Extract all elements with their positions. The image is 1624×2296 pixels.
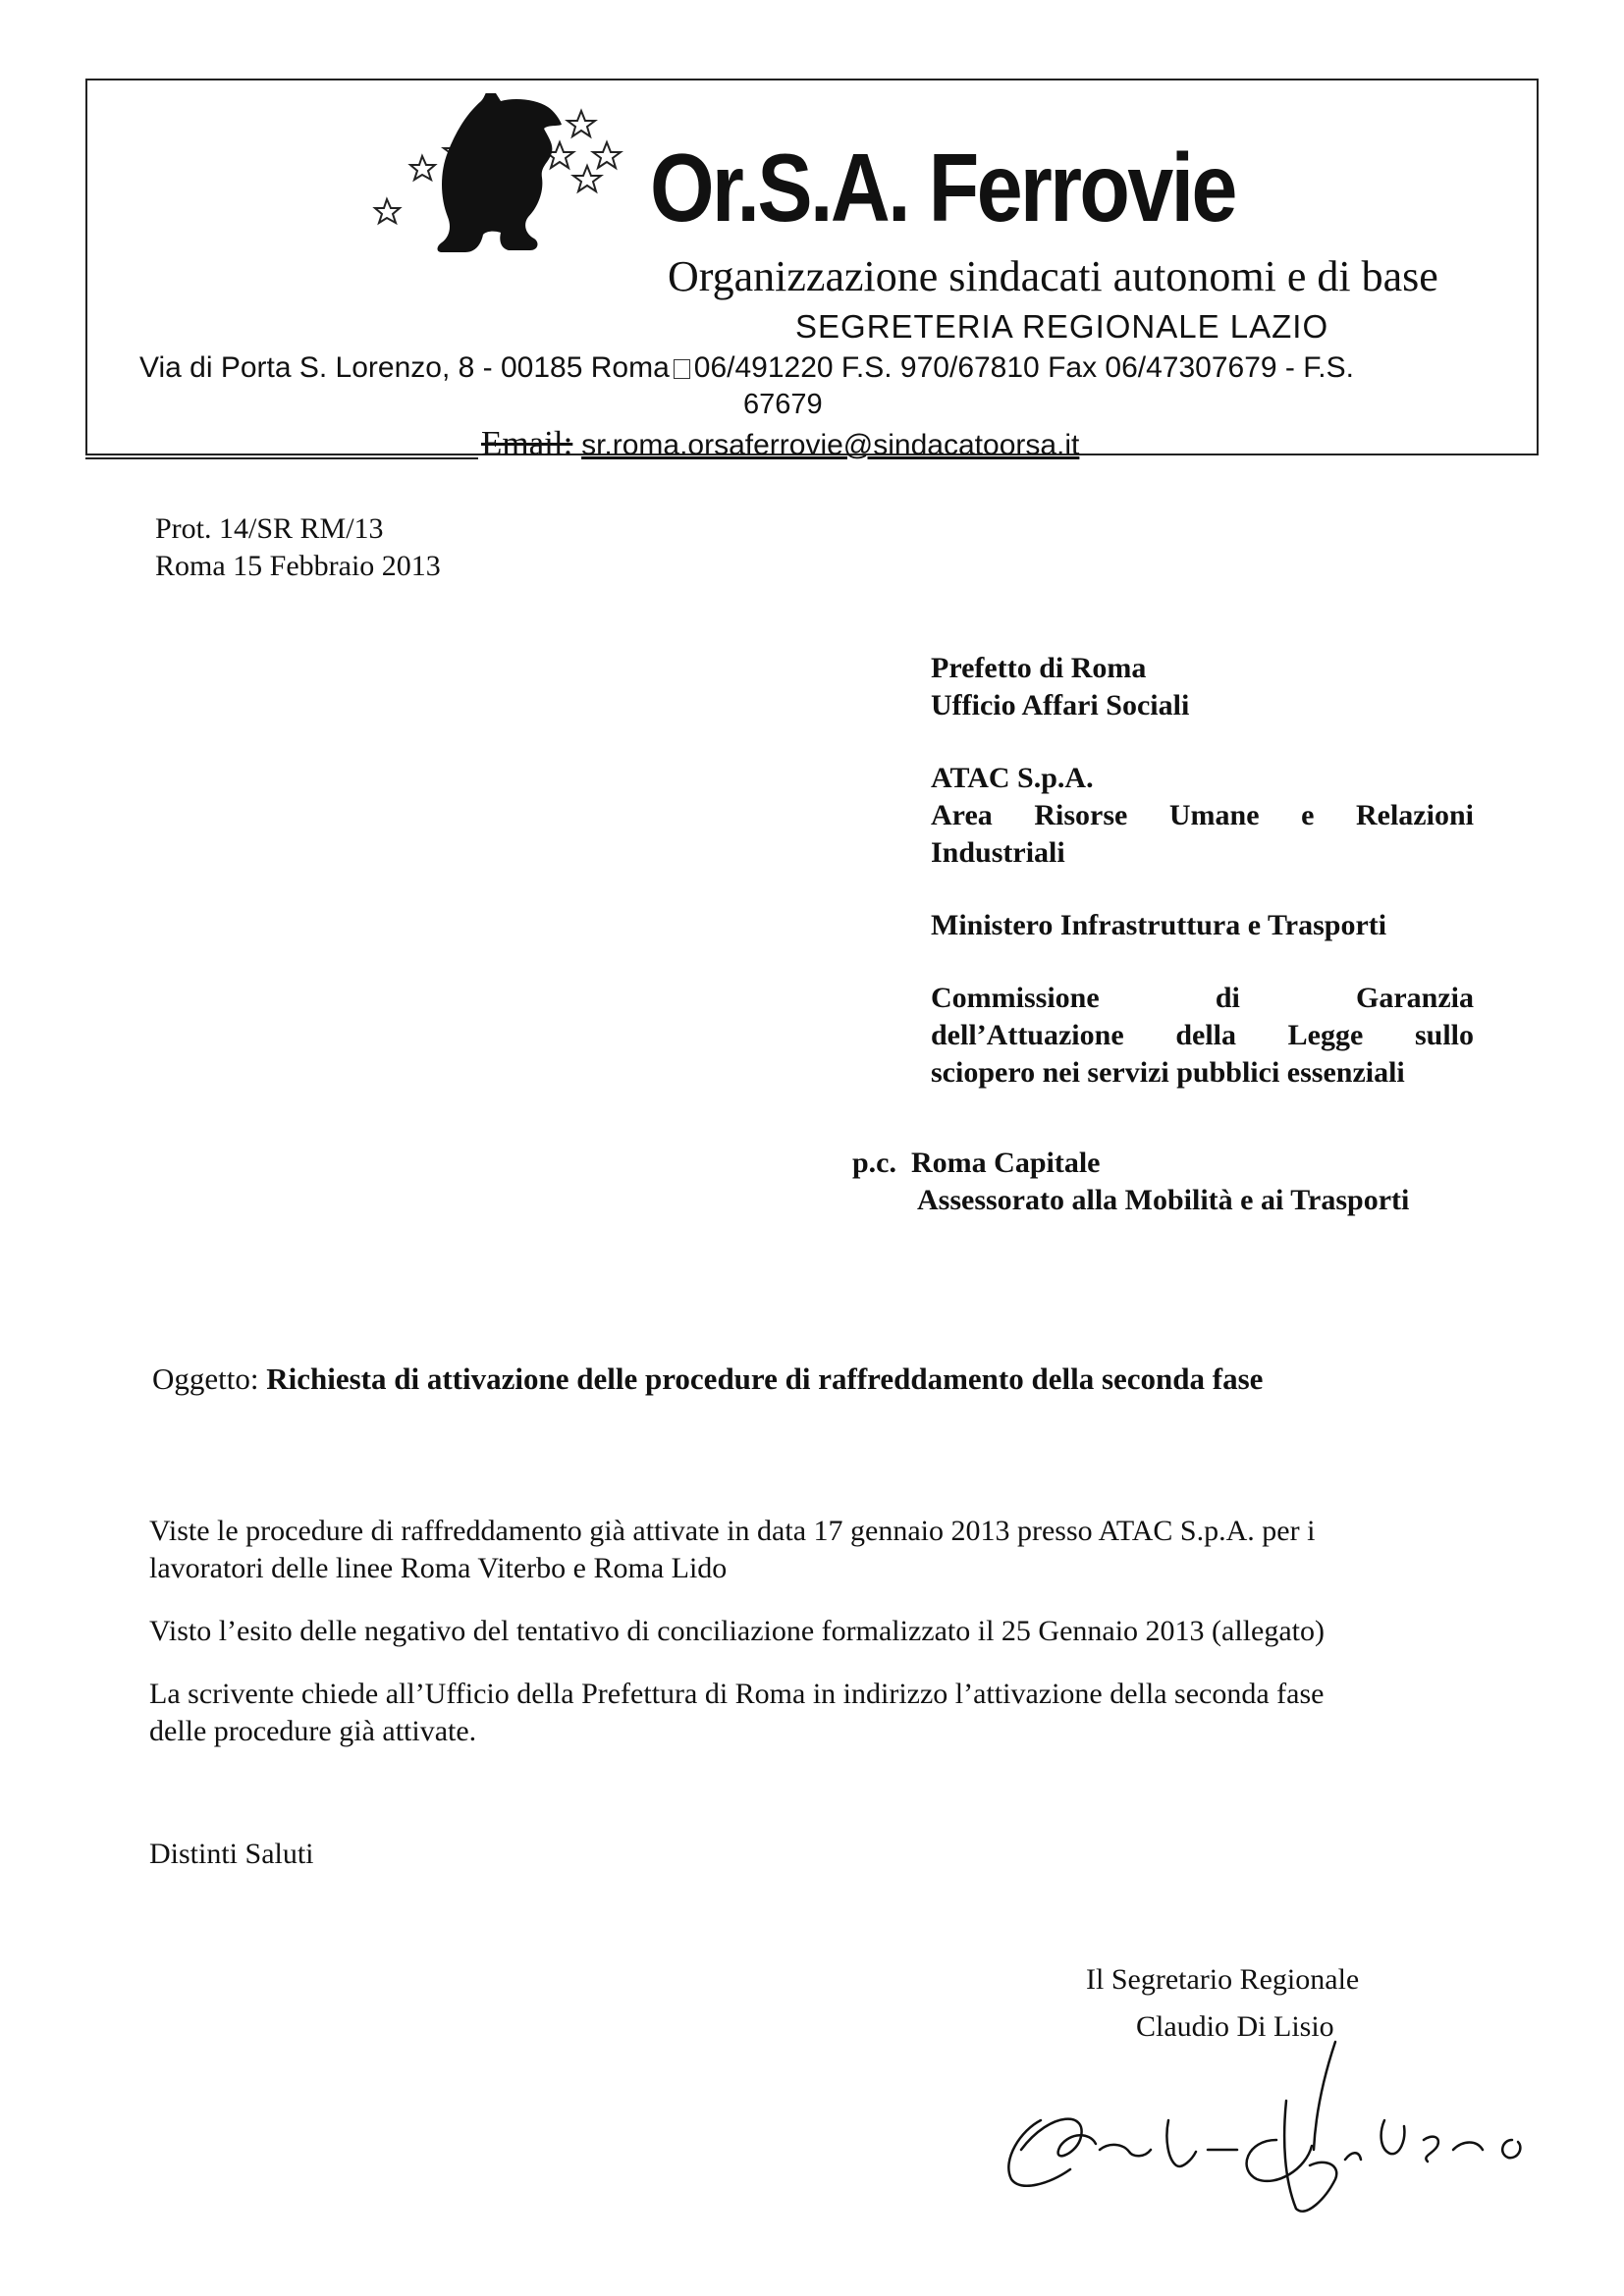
word: Area <box>931 799 993 831</box>
body-line: La scrivente chiede all’Ufficio della Prefettura di Roma in indirizzo l’attivazione della seconda fase <box>149 1678 1325 1710</box>
letter-body <box>149 1513 1475 1776</box>
handwritten-signature <box>962 2002 1571 2218</box>
org-office: SEGRETERIA REGIONALE LAZIO <box>795 308 1329 345</box>
email-link[interactable]: sr.roma.orsaferrovie@sindacatoorsa.it <box>581 429 1080 461</box>
star-icon <box>375 199 400 223</box>
body-line: delle procedure già attivate. <box>149 1715 477 1747</box>
letter-date: Roma 15 Febbraio 2013 <box>155 550 441 582</box>
star-icon <box>568 111 595 136</box>
recipient-line: Commissione di Garanzia <box>931 982 1474 1014</box>
recipient-line: Prefetto di Roma <box>931 652 1147 684</box>
bear-with-stars-logo <box>363 93 658 299</box>
subject-line <box>152 1362 1263 1397</box>
recipient-line: dell’Attuazione della Legge sullo <box>931 1019 1474 1051</box>
org-subtitle: Organizzazione sindacati autonomi e di base <box>668 252 1438 300</box>
protocol-number: Prot. 14/SR RM/13 <box>155 512 384 545</box>
recipient-commissione <box>931 980 1474 1092</box>
subject-label: Oggetto: <box>152 1362 259 1396</box>
signer-name: Claudio Di Lisio <box>1136 2010 1334 2043</box>
org-address <box>139 351 1354 385</box>
org-name: Or.S.A. Ferrovie <box>650 133 1235 241</box>
email-label: Email: <box>481 424 573 462</box>
paragraph <box>149 1613 1475 1650</box>
cc-recipient: Roma Capitale <box>911 1147 1101 1179</box>
address-line: Via di Porta S. Lorenzo, 8 - 00185 Roma <box>139 351 670 384</box>
phone-line: 06/491220 F.S. 970/67810 Fax 06/47307679 - F.S. <box>693 351 1354 384</box>
cc-label: p.c. <box>852 1147 896 1179</box>
recipient-prefetto <box>931 650 1474 724</box>
address-continuation: 67679 <box>743 389 823 420</box>
word: Risorse <box>1034 799 1128 831</box>
org-email-row <box>481 424 1079 463</box>
phone-icon <box>674 359 690 379</box>
recipient-line <box>931 797 1474 834</box>
body-line: Viste le procedure di raffreddamento già attivate in data 17 gennaio 2013 presso ATAC S.p.A. per i <box>149 1515 1316 1547</box>
cc-line-2: Assessorato alla Mobilità e ai Trasporti <box>917 1184 1410 1216</box>
subject-text: Richiesta di attivazione delle procedure di raffreddamento della seconda fase <box>266 1362 1264 1396</box>
recipient-line: Industriali <box>931 836 1065 869</box>
recipients-block <box>931 650 1474 1127</box>
signer-role: Il Segretario Regionale <box>1086 1963 1360 1996</box>
word: e <box>1301 799 1315 831</box>
star-icon <box>593 142 621 168</box>
paragraph <box>149 1676 1475 1750</box>
star-icon <box>410 156 435 180</box>
recipient-line: ATAC S.p.A. <box>931 762 1094 794</box>
recipient-line: Ufficio Affari Sociali <box>931 689 1190 721</box>
closing-salutation: Distinti Saluti <box>149 1838 314 1870</box>
letterhead-underline <box>85 457 478 459</box>
recipient-line: Ministero Infrastruttura e Trasporti <box>931 909 1387 941</box>
paragraph <box>149 1513 1475 1587</box>
word: Umane <box>1168 799 1260 831</box>
recipient-ministero <box>931 907 1474 944</box>
word: Relazioni <box>1355 799 1474 831</box>
recipient-atac <box>931 760 1474 872</box>
recipient-line: sciopero nei servizi pubblici essenziali <box>931 1056 1405 1089</box>
cc-line-1 <box>852 1145 1409 1182</box>
body-line: Visto l’esito delle negativo del tentativo di conciliazione formalizzato il 25 Gennaio 2013 (allegato) <box>149 1615 1325 1647</box>
cc-block <box>852 1145 1409 1219</box>
body-line: lavoratori delle linee Roma Viterbo e Roma Lido <box>149 1552 728 1584</box>
